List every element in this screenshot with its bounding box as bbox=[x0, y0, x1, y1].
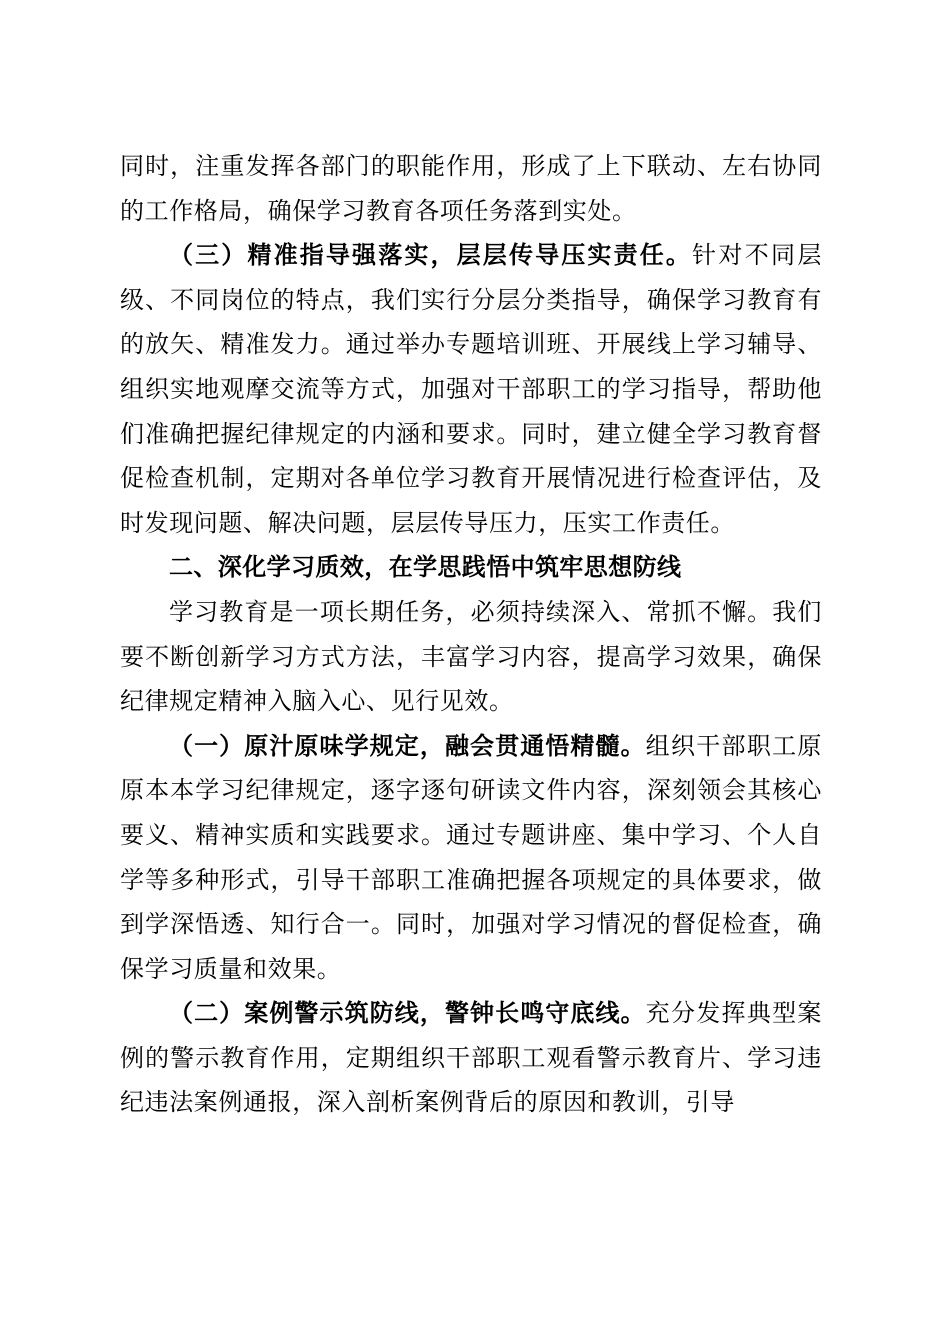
section-three-body: 针对不同层级、不同岗位的特点，我们实行分层分类指导，确保学习教育有的放矢、精准发力。通过举办专题培训班、开展线上学习辅导、组织实地观摩交流等方式，加强对干部职工的学习指导，帮助他们准确把握纪律规定的内涵和要求。同时，建立健全学习教育督促检查机制，定期对各单位学习教育开展情况进行检查评估，及时发现问题、解决问题，层层传导压力，压实工作责任。 bbox=[120, 241, 822, 537]
sub-one-body: 组织干部职工原原本本学习纪律规定，逐字逐句研读文件内容，深刻领会其核心要义、精神实质和实践要求。通过专题讲座、集中学习、个人自学等多种形式，引导干部职工准确把握各项规定的具体要求，做到学深悟透、知行合一。同时，加强对学习情况的督促检查，确保学习质量和效果。 bbox=[120, 731, 822, 983]
heading-section-two: 二、深化学习质效，在学思践悟中筑牢思想防线 bbox=[169, 553, 682, 582]
paragraph-section-three bbox=[120, 233, 822, 545]
paragraph-sub-one bbox=[120, 724, 822, 992]
paragraph-continuation: 同时，注重发挥各部门的职能作用，形成了上下联动、左右协同的工作格局，确保学习教育各项任务落到实处。 bbox=[120, 152, 822, 225]
section-three-lead: （三）精准指导强落实，层层传导压实责任。 bbox=[169, 241, 692, 270]
paragraph-sub-two bbox=[120, 991, 822, 1125]
document-page bbox=[120, 144, 822, 1125]
sub-one-lead: （一）原汁原味学规定，融会贯通悟精髓。 bbox=[169, 731, 646, 760]
paragraph-intro: 学习教育是一项长期任务，必须持续深入、常抓不懈。我们要不断创新学习方式方法，丰富学习内容，提高学习效果，确保纪律规定精神入脑入心、见行见效。 bbox=[120, 597, 822, 716]
sub-two-lead: （二）案例警示筑防线，警钟长鸣守底线。 bbox=[169, 999, 646, 1028]
sub-two-body: 充分发挥典型案例的警示教育作用，定期组织干部职工观看警示教育片、学习违纪违法案例通报，深入剖析案例背后的原因和教训，引导 bbox=[120, 999, 822, 1117]
